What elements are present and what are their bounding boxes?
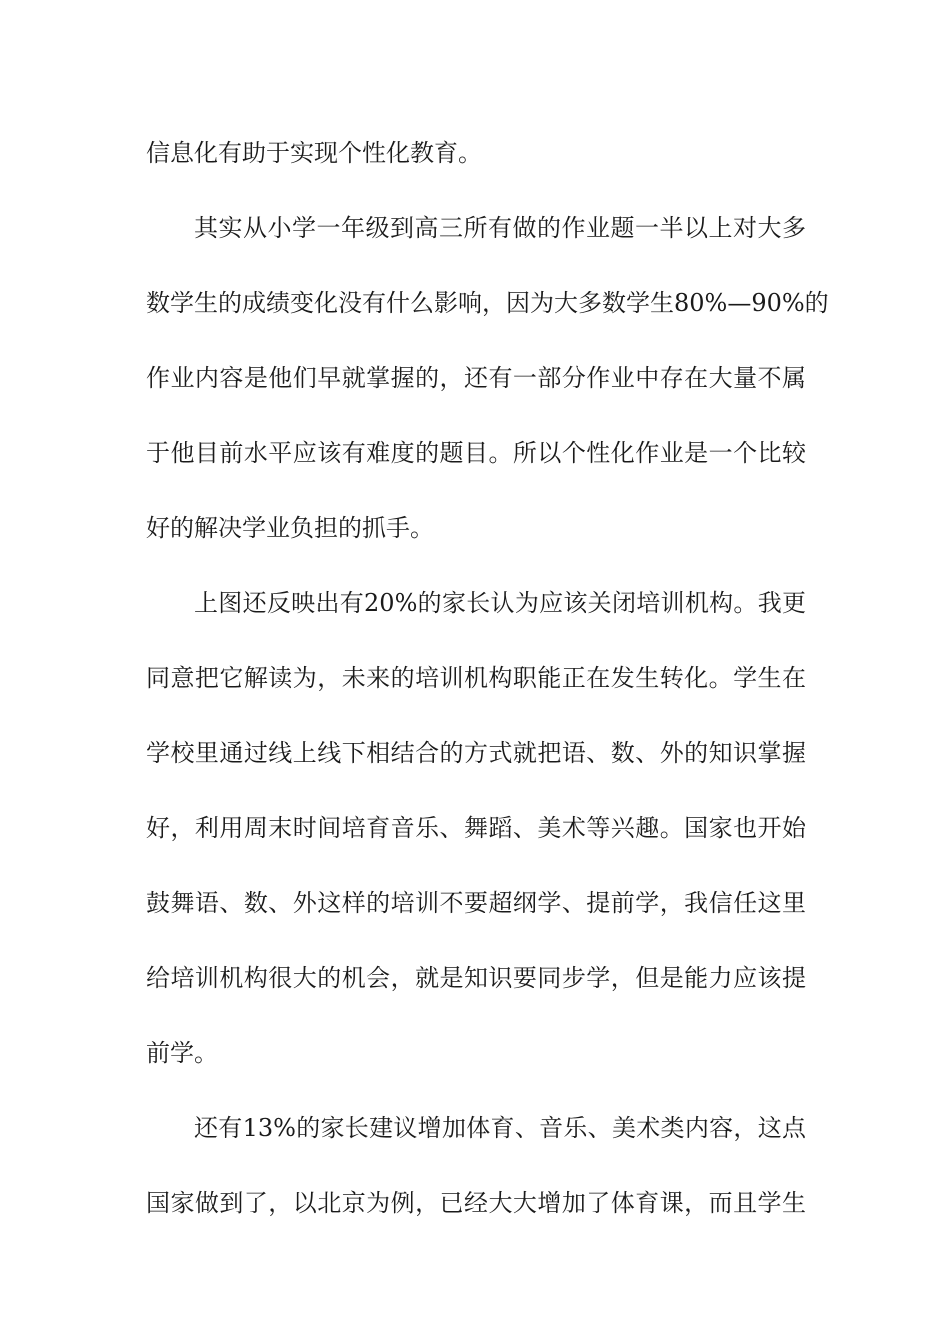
text-line: 信息化有助于实现个性化教育。 <box>146 139 482 167</box>
text-line: 同意把它解读为，未来的培训机构职能正在发生转化。学生在 <box>146 664 806 692</box>
text-line: 学校里通过线上线下相结合的方式就把语、数、外的知识掌握 <box>146 739 806 767</box>
text-line: 鼓舞语、数、外这样的培训不要超纲学、提前学，我信任这里 <box>146 889 806 917</box>
paragraph-first-line: 上图还反映出有20%的家长认为应该关闭培训机构。我更 <box>194 589 806 617</box>
paragraph-first-line: 还有13%的家长建议增加体育、音乐、美术类内容，这点 <box>194 1114 806 1142</box>
text-line: 给培训机构很大的机会，就是知识要同步学，但是能力应该提 <box>146 964 806 992</box>
text-line: 作业内容是他们早就掌握的，还有一部分作业中存在大量不属 <box>146 364 806 392</box>
text-line: 好的解决学业负担的抓手。 <box>146 514 434 542</box>
text-line: 于他目前水平应该有难度的题目。所以个性化作业是一个比较 <box>146 439 806 467</box>
text-line: 前学。 <box>146 1039 218 1067</box>
text-line: 国家做到了，以北京为例，已经大大增加了体育课，而且学生 <box>146 1189 806 1217</box>
paragraph-first-line: 其实从小学一年级到高三所有做的作业题一半以上对大多 <box>194 214 806 242</box>
text-line: 好，利用周末时间培育音乐、舞蹈、美术等兴趣。国家也开始 <box>146 814 806 842</box>
text-line: 数学生的成绩变化没有什么影响，因为大多数学生80%—90%的 <box>146 289 829 317</box>
